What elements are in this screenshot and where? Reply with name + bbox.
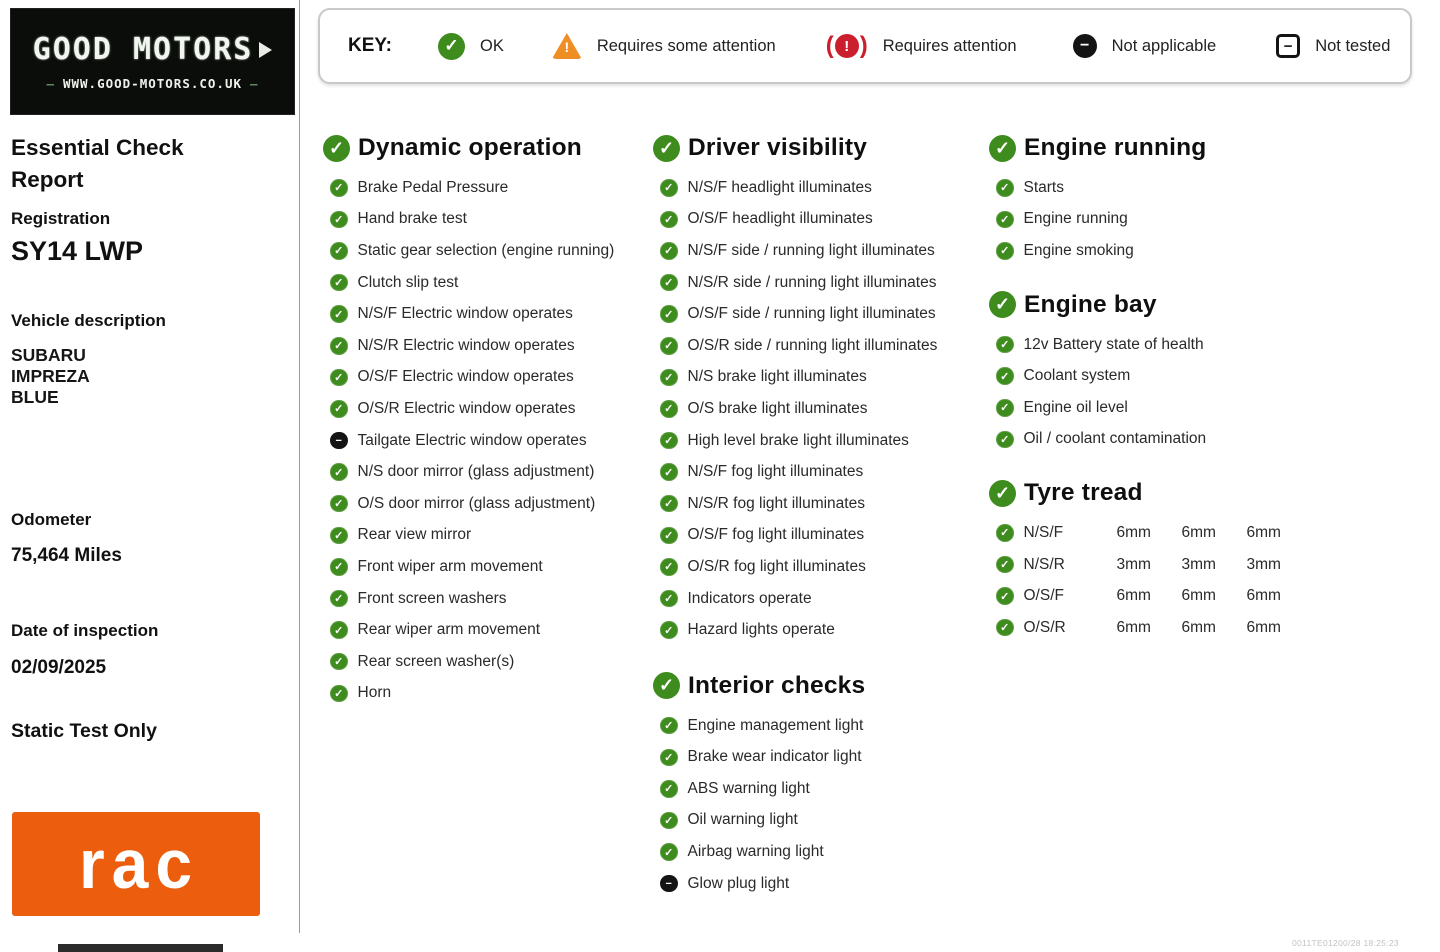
check-item	[652, 393, 982, 425]
check-item-label: 12v Battery state of health	[1023, 335, 1204, 353]
ok-icon	[330, 590, 348, 608]
key-item-label: Requires attention	[882, 36, 1017, 55]
key-label: KEY:	[348, 35, 392, 56]
ok-icon	[660, 400, 678, 418]
ok-icon	[996, 367, 1014, 385]
check-item	[322, 425, 652, 457]
check-item-label: Coolant system	[1023, 367, 1131, 385]
ok-icon	[330, 211, 348, 229]
check-item-label: Engine management light	[687, 716, 864, 734]
ok-icon	[660, 242, 678, 260]
check-item-label: N/S/F side / running light illuminates	[687, 241, 935, 259]
ok-icon	[330, 685, 348, 703]
tyre-depth-value: 6mm	[1181, 523, 1216, 541]
key-item-label: Requires some attention	[596, 36, 776, 55]
ok-icon	[653, 135, 680, 162]
brake-warning-icon: ( ! )	[826, 34, 868, 58]
ok-icon	[660, 812, 678, 830]
rac-logo-text: rac	[78, 825, 200, 903]
ok-icon	[660, 558, 678, 576]
ok-icon	[438, 33, 465, 60]
ok-icon	[330, 274, 348, 292]
check-item-label: Tailgate Electric window operates	[357, 431, 587, 449]
ok-icon	[660, 179, 678, 197]
ok-icon	[330, 621, 348, 639]
check-item	[322, 551, 652, 583]
tyre-position-label: N/S/F	[1023, 523, 1064, 541]
tyre-depth-value: 3mm	[1246, 555, 1281, 573]
rac-logo	[12, 812, 260, 916]
tyre-depth-value: 6mm	[1116, 618, 1151, 636]
ok-icon	[996, 431, 1014, 449]
tyre-depth-value: 6mm	[1246, 618, 1281, 636]
tyre-tread-table	[988, 517, 1318, 643]
check-item-label: O/S brake light illuminates	[687, 399, 868, 417]
ok-icon	[996, 179, 1014, 197]
check-item-label: O/S door mirror (glass adjustment)	[357, 494, 596, 512]
logo-url-text: WWW.GOOD-MOTORS.CO.UK	[62, 76, 243, 91]
check-item-label: ABS warning light	[687, 779, 810, 797]
check-item-label: Brake wear indicator light	[687, 748, 862, 766]
check-item-label: Engine oil level	[1023, 398, 1128, 416]
not-applicable-icon	[660, 875, 678, 893]
ok-icon	[660, 527, 678, 545]
ok-icon	[330, 242, 348, 260]
not-applicable-icon	[1073, 34, 1097, 58]
column-driver-visibility	[652, 130, 982, 899]
ok-icon	[660, 432, 678, 450]
check-item-label: N/S/F fog light illuminates	[687, 463, 864, 481]
ok-icon	[660, 369, 678, 387]
check-item	[988, 172, 1318, 204]
check-item-label: N/S brake light illuminates	[687, 368, 867, 386]
section-title: Interior checks	[688, 671, 866, 699]
inspection-date-label: Date of inspection	[11, 621, 159, 640]
check-item-label: High level brake light illuminates	[687, 431, 909, 449]
check-item-label: N/S/R side / running light illuminates	[687, 273, 937, 291]
check-item	[322, 456, 652, 488]
check-item	[322, 298, 652, 330]
vehicle-model: IMPREZA	[11, 366, 90, 386]
check-item-label: Engine running	[1023, 210, 1128, 228]
check-item	[652, 868, 982, 900]
ok-icon	[653, 672, 680, 699]
registration-label: Registration	[11, 209, 111, 228]
inspection-date-value: 02/09/2025	[11, 657, 107, 678]
section-title: Engine bay	[1024, 290, 1157, 318]
tyre-depth-value: 6mm	[1181, 618, 1216, 636]
tyre-depth-value: 6mm	[1246, 523, 1281, 541]
tyre-depth-value: 3mm	[1116, 555, 1151, 573]
check-item	[322, 646, 652, 678]
check-item-label: Glow plug light	[687, 874, 790, 892]
check-item	[322, 393, 652, 425]
key-item-label: Not applicable	[1111, 36, 1217, 55]
section-header	[988, 130, 1318, 166]
check-item	[322, 614, 652, 646]
ok-icon	[330, 400, 348, 418]
check-item-label: Oil / coolant contamination	[1023, 430, 1207, 448]
section-title: Driver visibility	[688, 134, 868, 161]
ok-icon	[660, 211, 678, 229]
check-item-label: Front wiper arm movement	[357, 557, 543, 575]
ok-icon	[996, 587, 1014, 605]
tyre-depth-value: 6mm	[1116, 587, 1151, 605]
tyre-depth-value: 6mm	[1181, 587, 1216, 605]
logo-dash-left: —	[46, 76, 55, 91]
check-item	[652, 235, 982, 267]
section-header	[988, 475, 1318, 511]
ok-icon	[996, 211, 1014, 229]
good-motors-logo-url	[46, 76, 258, 91]
ok-icon	[330, 653, 348, 671]
vehicle-make: SUBARU	[11, 345, 86, 365]
test-type-label: Static Test Only	[11, 720, 157, 742]
check-item	[652, 204, 982, 236]
tyre-tread-row	[988, 580, 1318, 612]
check-item-label: Clutch slip test	[357, 273, 459, 291]
check-item-label: N/S door mirror (glass adjustment)	[357, 463, 595, 481]
check-item-label: Hand brake test	[357, 210, 467, 228]
ok-icon	[660, 337, 678, 355]
check-item-label: N/S/R Electric window operates	[357, 336, 575, 354]
tyre-tread-row	[988, 517, 1318, 549]
key-item-ok	[438, 33, 504, 60]
check-item-label: N/S/F Electric window operates	[357, 305, 573, 323]
warning-triangle-icon	[552, 33, 582, 59]
ok-icon	[996, 336, 1014, 354]
key-legend	[318, 8, 1412, 84]
check-item	[988, 424, 1318, 456]
ok-icon	[660, 495, 678, 513]
key-item-label: OK	[479, 36, 504, 55]
check-item	[322, 362, 652, 394]
key-item-not-tested	[1276, 34, 1390, 58]
section-tyre-tread	[988, 475, 1318, 643]
ok-icon	[989, 480, 1016, 507]
check-item-label: Airbag warning light	[687, 843, 824, 861]
good-motors-logo-text: GOOD MOTORS	[32, 32, 254, 67]
check-item-label: O/S/F headlight illuminates	[687, 210, 873, 228]
tyre-depth-value: 6mm	[1246, 587, 1281, 605]
check-item	[988, 392, 1318, 424]
section-title: Dynamic operation	[358, 134, 582, 161]
check-item	[322, 520, 652, 552]
check-item	[322, 172, 652, 204]
logo-arrow-icon	[259, 42, 272, 58]
check-item	[322, 330, 652, 362]
tyre-depth-value: 6mm	[1116, 523, 1151, 541]
good-motors-logo-title	[33, 32, 273, 67]
check-item-label: Engine smoking	[1023, 241, 1134, 259]
check-item-label: O/S/R Electric window operates	[357, 399, 576, 417]
odometer-label: Odometer	[11, 510, 92, 529]
section-driver-visibility	[652, 130, 982, 646]
check-item	[322, 678, 652, 710]
check-item-label: Hazard lights operate	[687, 621, 835, 639]
check-item	[652, 710, 982, 742]
ok-icon	[660, 590, 678, 608]
check-item	[322, 235, 652, 267]
section-header	[652, 130, 982, 166]
ok-icon	[996, 399, 1014, 417]
column-engine-tyres	[988, 130, 1318, 644]
footer-bar	[58, 944, 223, 952]
ok-icon	[660, 305, 678, 323]
check-item-label: N/S/R fog light illuminates	[687, 494, 865, 512]
check-item-label: Starts	[1023, 178, 1064, 196]
ok-icon	[660, 749, 678, 767]
check-item-label: N/S/F headlight illuminates	[687, 178, 872, 196]
check-item	[652, 805, 982, 837]
check-item	[988, 204, 1318, 236]
key-item-label: Not tested	[1315, 36, 1391, 55]
check-item	[652, 614, 982, 646]
check-item	[652, 425, 982, 457]
ok-icon	[330, 369, 348, 387]
check-item-label: Rear view mirror	[357, 526, 472, 544]
ok-icon	[989, 291, 1016, 318]
good-motors-logo	[10, 8, 295, 115]
check-item	[322, 204, 652, 236]
sidebar-divider	[299, 0, 300, 933]
key-item-not-applicable	[1073, 34, 1217, 58]
ok-icon	[996, 524, 1014, 542]
tyre-tread-row	[988, 549, 1318, 581]
check-item	[652, 742, 982, 774]
check-item	[652, 456, 982, 488]
check-item-label: O/S/F fog light illuminates	[687, 526, 865, 544]
ok-icon	[660, 780, 678, 798]
check-item	[988, 235, 1318, 267]
ok-icon	[660, 274, 678, 292]
check-item	[652, 520, 982, 552]
check-item	[652, 836, 982, 868]
section-engine-running	[988, 130, 1318, 267]
check-item-label: Brake Pedal Pressure	[357, 178, 509, 196]
check-item	[652, 362, 982, 394]
check-item-label: Rear wiper arm movement	[357, 621, 541, 639]
check-item	[322, 488, 652, 520]
check-list	[988, 172, 1318, 267]
ok-icon	[996, 619, 1014, 637]
check-item	[652, 488, 982, 520]
ok-icon	[330, 463, 348, 481]
key-item-attention	[826, 34, 1017, 58]
check-item-label: O/S/R fog light illuminates	[687, 557, 866, 575]
ok-icon	[330, 179, 348, 197]
check-item	[652, 773, 982, 805]
ok-icon	[989, 135, 1016, 162]
section-dynamic-operation	[322, 130, 652, 709]
check-item-label: Front screen washers	[357, 589, 507, 607]
registration-value: SY14 LWP	[11, 236, 144, 266]
check-item-label: Rear screen washer(s)	[357, 652, 515, 670]
logo-dash-right: —	[250, 76, 259, 91]
ok-icon	[330, 337, 348, 355]
ok-icon	[996, 242, 1014, 260]
tyre-position-label: O/S/F	[1023, 587, 1064, 605]
section-header	[988, 287, 1318, 323]
check-item	[988, 329, 1318, 361]
check-item	[652, 330, 982, 362]
tyre-position-label: N/S/R	[1023, 555, 1065, 573]
check-item	[652, 583, 982, 615]
ok-icon	[660, 463, 678, 481]
not-tested-icon	[1276, 34, 1300, 58]
tyre-tread-row	[988, 612, 1318, 644]
vehicle-description-value	[11, 345, 286, 408]
odometer-value: 75,464 Miles	[11, 545, 122, 566]
check-item-label: Indicators operate	[687, 589, 812, 607]
ok-icon	[660, 717, 678, 735]
check-list	[988, 329, 1318, 455]
check-item-label: Oil warning light	[687, 811, 798, 829]
check-item-label: O/S/F Electric window operates	[357, 368, 574, 386]
check-item	[322, 583, 652, 615]
section-header	[322, 130, 652, 166]
check-item-label: Static gear selection (engine running)	[357, 241, 615, 259]
ok-icon	[330, 558, 348, 576]
section-engine-bay	[988, 287, 1318, 455]
section-title: Tyre tread	[1024, 479, 1143, 507]
section-header	[652, 668, 982, 704]
check-item-label: O/S/F side / running light illuminates	[687, 305, 936, 323]
check-item	[652, 267, 982, 299]
report-title: Essential Check Report	[11, 135, 184, 192]
column-dynamic-operation	[322, 130, 652, 709]
section-title: Engine running	[1024, 134, 1207, 161]
ok-icon	[323, 135, 350, 162]
check-item	[652, 551, 982, 583]
check-list	[652, 172, 982, 646]
tyre-depth-value: 3mm	[1181, 555, 1216, 573]
vehicle-description-label: Vehicle description	[11, 311, 166, 330]
check-item-label: Horn	[357, 684, 392, 702]
check-item-label: O/S/R side / running light illuminates	[687, 336, 938, 354]
not-applicable-icon	[330, 432, 348, 450]
ok-icon	[330, 305, 348, 323]
check-item	[652, 172, 982, 204]
check-item	[652, 298, 982, 330]
section-interior-checks	[652, 668, 982, 900]
ok-icon	[660, 621, 678, 639]
ok-icon	[330, 495, 348, 513]
check-list	[652, 710, 982, 900]
document-watermark: 0011TE01200/28 18:25:23	[1292, 938, 1399, 948]
vehicle-colour: BLUE	[11, 387, 59, 407]
check-list	[322, 172, 652, 709]
check-item	[988, 360, 1318, 392]
ok-icon	[330, 527, 348, 545]
tyre-position-label: O/S/R	[1023, 618, 1066, 636]
check-item	[322, 267, 652, 299]
ok-icon	[660, 843, 678, 861]
ok-icon	[996, 556, 1014, 574]
key-item-some-attention	[552, 33, 776, 59]
